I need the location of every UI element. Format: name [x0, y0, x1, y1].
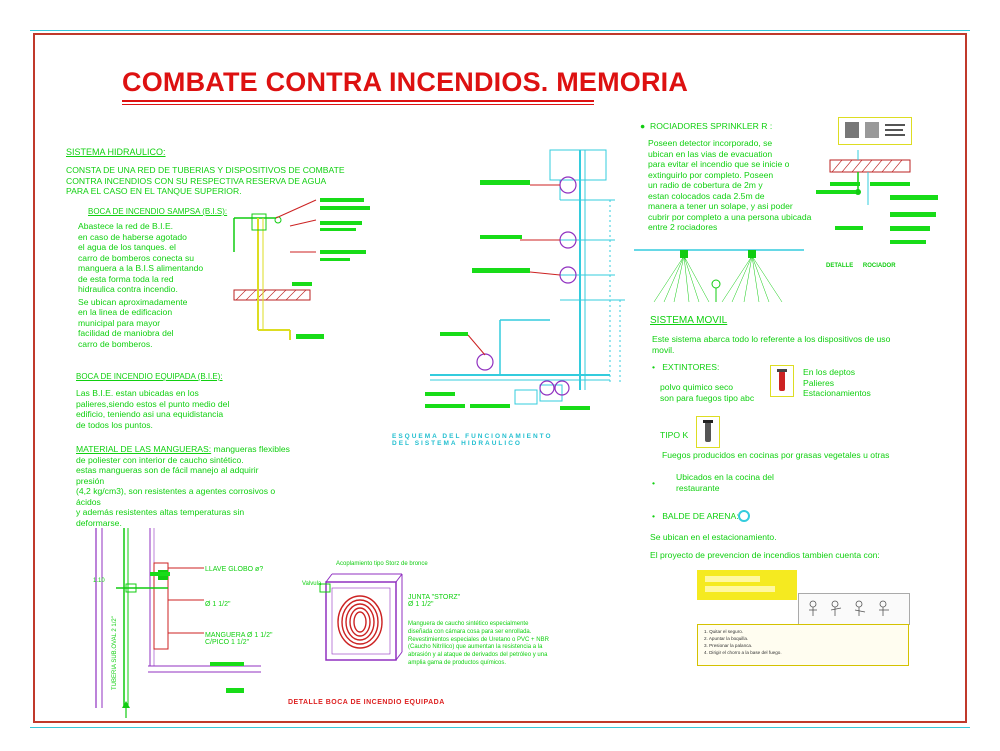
- bie-wall-label-1: [150, 572, 170, 576]
- bie-dim-label: 1.10: [93, 578, 105, 584]
- exit-sign: [697, 570, 797, 600]
- sprinkler-detail-label-8: [890, 240, 926, 244]
- bis-label-1: [320, 198, 364, 202]
- schema-label-5: [425, 392, 455, 396]
- hose-description: Manguera de caucho sintético especialmente diseñada con cámara cosa para ser enrollada. Revestimientos especiales de Uretano o PVC + NBR (Caucho Nitrílico) que aumentan la resistencia a la abrasión y al ataque de derivados del petróleo y una amplia gama de productos químicos.: [408, 621, 549, 666]
- sprinkler-detail-label-7: [890, 226, 930, 231]
- material-heading: MATERIAL DE LAS MANGUERAS:: [76, 444, 212, 454]
- schema-label-3: [472, 268, 530, 273]
- junta-label: JUNTA "STORZ" Ø 1 1/2": [408, 594, 461, 608]
- balde-label: BALDE DE ARENA:: [662, 511, 739, 521]
- coupling-label: Acoplamiento tipo Storz de bronce: [336, 561, 428, 567]
- bis-label-7: [292, 282, 312, 286]
- hydraulic-intro: CONSTA DE UNA RED DE TUBERIAS Y DISPOSITIVOS DE COMBATE CONTRA INCENDIOS CON SU RESPECTIVA RESERVA DE AGUA PARA EL CASO EN EL TANQUE SUPERIOR.: [66, 165, 345, 196]
- boca-equipada-text: Las B.I.E. estan ubicadas en los palieres,siendo estos el punto medio del edificio, teniendo asi una equidistancia de todos los puntos.: [76, 388, 230, 430]
- sprinkler-detail-box: [838, 117, 912, 145]
- polvo-text: polvo quimico seco son para fuegos tipo abc: [660, 382, 755, 403]
- sprinkler-heading: ROCIADORES SPRINKLER R :: [649, 121, 773, 131]
- tipo-k-description: Fuegos producidos en cocinas por grasas vegetales u otras: [662, 450, 890, 460]
- sprinkler-detail-drawing: [818, 150, 958, 260]
- balde-location: Se ubican en el estacionamiento.: [650, 532, 777, 542]
- extintor-locations: En los deptos Palieres Estacionamientos: [803, 367, 871, 398]
- extintores-row: • EXTINTORES:: [652, 362, 720, 372]
- schema-label-8: [560, 406, 590, 410]
- kitchen-bullet: •: [652, 478, 656, 488]
- title-underline-thin: [122, 104, 594, 105]
- sprinkler-detail-label-4: [890, 195, 938, 200]
- sprinkler-detail-label-5: [890, 212, 936, 217]
- bie-wall-label-2: [226, 688, 244, 693]
- boca-equipada-heading: BOCA DE INCENDIO EQUIPADA (B.I.E):: [76, 372, 223, 381]
- bis-detail-drawing: [228, 190, 378, 340]
- page-title: COMBATE CONTRA INCENDIOS. MEMORIA: [122, 67, 689, 97]
- balde-row: • BALDE DE ARENA:: [652, 511, 739, 521]
- hydraulic-heading: SISTEMA HIDRAULICO:: [66, 147, 166, 157]
- bis-label-2: [320, 206, 370, 210]
- sprinkler-text: Poseen detector incorporado, se ubican en las vias de evacuation para evitar el incendio que se inicie o extinguirlo por completo. Poseen un radio de cobertura de 2m y estan colocados cada 2.5m de manera a tener un solape, y asi poder cubrir por completo a una persona ubicada entre 2 rociadores: [648, 138, 812, 232]
- bis-label-5: [320, 250, 366, 254]
- movil-intro: Este sistema abarca todo lo referente a los dispositivos de uso movil.: [652, 334, 891, 355]
- bottom-guide-line: [30, 727, 970, 728]
- tipo-k-label: TIPO K: [660, 430, 689, 440]
- tipo-k-extinguisher-icon: [696, 416, 720, 448]
- schema-caption: ESQUEMA DEL FUNCIONAMIENTO DEL SISTEMA HIDRAULICO: [392, 433, 553, 447]
- bie-valve-label: LLAVE GLOBO ø?: [205, 566, 264, 573]
- bis-label-8: [296, 334, 324, 339]
- sprinkler-heading-row: ● ROCIADORES SPRINKLER R :: [640, 121, 773, 131]
- bis-label-6: [320, 258, 350, 261]
- movil-heading: SISTEMA MOVIL: [650, 315, 728, 326]
- bis-label-3: [320, 221, 362, 225]
- bie-pipe-label: TUBERIA SUB.OVAL 2 1/2": [112, 616, 118, 690]
- kitchen-text: Ubicados en la cocina del restaurante: [676, 472, 774, 493]
- sprinkler-coverage-drawing: [634, 244, 804, 309]
- top-guide-line: [30, 30, 970, 31]
- schema-label-4: [440, 332, 468, 336]
- sprinkler-detail-label-6: [835, 226, 863, 230]
- sprinkler-detail-caption: DETALLE ROCIADOR: [826, 263, 896, 269]
- extinguisher-instructions-card: 1. Quitar el seguro. 2. Apuntar la boquilla. 3. Presionar la palanca. 4. Dirigir el chorro a la base del fuego.: [697, 624, 909, 666]
- schema-label-2: [480, 235, 522, 239]
- schema-label-1: [480, 180, 530, 185]
- boca-sampsa-heading: BOCA DE INCENDIO SAMPSA (B.I.S):: [88, 207, 228, 216]
- valve-small-label: Valvula: [302, 581, 322, 587]
- proyecto-text: El proyecto de prevencion de incendios tambien cuenta con:: [650, 550, 880, 560]
- sprinkler-detail-label-2: [870, 182, 910, 186]
- title-underline: [122, 100, 594, 102]
- schema-label-7: [470, 404, 510, 408]
- extintores-label: EXTINTORES:: [662, 362, 720, 372]
- sprinkler-detail-label-3: [816, 190, 856, 194]
- extinguisher-instruction-pictograms: [798, 593, 910, 625]
- boca-sampsa-text: Abastece la red de B.I.E. en caso de haberse agotado el agua de los tanques. el carro de bomberos conecta su manguera a la B.I.S alimentando de esta forma toda la red hidraulica contra incendio. Se ubican aproximadamente en la linea de edificacion municipal para mayor facilidad de maniobra del carro de bomberos.: [78, 221, 204, 349]
- schema-label-6: [425, 404, 465, 408]
- bie-diameter-label: Ø 1 1/2": [205, 601, 231, 608]
- bis-label-4: [320, 228, 356, 231]
- sprinkler-detail-label-1: [830, 182, 860, 186]
- material-text: MATERIAL DE LAS MANGUERAS: mangueras flexibles de poliester con interior de caucho sintético. estas mangueras son de fácil manejo al adquirir presión (4,2 kg/cm3), son resistentes a agentes corrosivos o ácidos y además resistentes altas temperaturas sin deformarse.: [76, 444, 290, 528]
- bie-detail-caption: DETALLE BOCA DE INCENDIO EQUIPADA: [288, 699, 445, 706]
- sand-bucket-icon: [737, 509, 751, 523]
- bie-hose-label: MANGUERA Ø 1 1/2" C/PICO 1 1/2": [205, 632, 273, 646]
- hose-cabinet-drawing: [312, 570, 412, 670]
- extinguisher-icon: [770, 365, 794, 397]
- bie-wall-label-3: [210, 662, 244, 666]
